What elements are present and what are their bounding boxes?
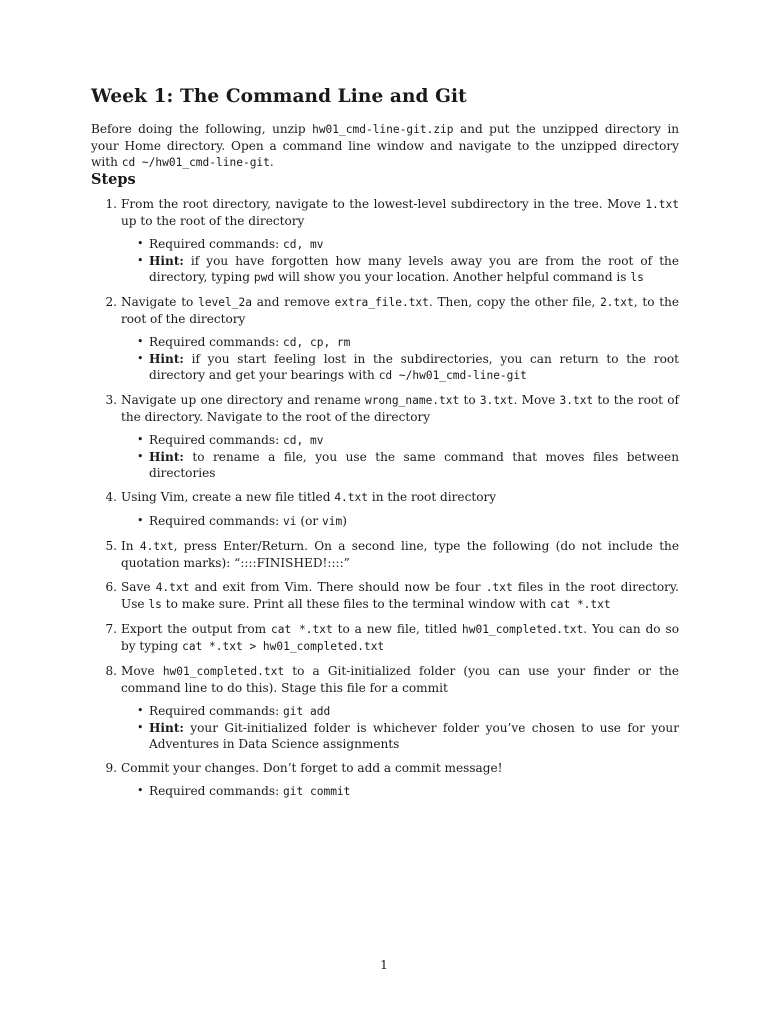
text-run: and exit from Vim. There should now be four bbox=[189, 580, 486, 594]
step-item bbox=[91, 760, 679, 800]
bullet-icon: • bbox=[137, 704, 144, 717]
step-text bbox=[121, 490, 496, 504]
step-text bbox=[121, 295, 679, 326]
code-run: 4.txt bbox=[334, 491, 368, 504]
required-command: cd, mv bbox=[283, 434, 324, 447]
code-run: wrong_name.txt bbox=[364, 394, 460, 407]
step-text bbox=[121, 622, 679, 653]
text-run: . Then, copy the other file, bbox=[428, 295, 601, 309]
step-item bbox=[91, 392, 679, 481]
text-run: to bbox=[459, 393, 480, 407]
text-run: From the root directory, navigate to the lowest-level subdirectory in the tree. Move bbox=[121, 197, 646, 211]
code-run: ls bbox=[148, 598, 162, 611]
text-run: to a Git-initialized folder (you can use your finder or the command line to do this). Stage this file for a commit bbox=[121, 664, 679, 695]
bullet-icon: • bbox=[137, 514, 144, 527]
code-run: cat *.txt bbox=[271, 623, 333, 636]
text-run: to rename a file, you use the same command that moves files between directories bbox=[149, 450, 679, 480]
intro-paragraph bbox=[91, 121, 679, 171]
steps-heading: Steps bbox=[91, 171, 136, 188]
step-item bbox=[91, 579, 679, 613]
step-sublist bbox=[121, 334, 679, 384]
text-run: , press Enter/Return. On a second line, type the following (do not include the quotation marks): “::::FINISHED!::::” bbox=[121, 539, 679, 570]
bullet-icon: • bbox=[137, 352, 144, 365]
code-run: ls bbox=[630, 271, 644, 284]
step-number: 6. bbox=[105, 580, 117, 594]
required-label: Required commands: bbox=[149, 237, 284, 251]
required-commands-item bbox=[137, 513, 679, 530]
code-run: hw01_completed.txt bbox=[162, 665, 285, 678]
step-number: 4. bbox=[105, 490, 117, 504]
text-run: and remove bbox=[251, 295, 335, 309]
code-run: level_2a bbox=[198, 296, 252, 309]
code-run: 3.txt bbox=[559, 394, 594, 407]
intro-text: Before doing the following, unzip bbox=[91, 122, 313, 136]
hint-label: Hint: bbox=[149, 352, 184, 366]
step-item bbox=[91, 663, 679, 752]
text-run: Using Vim, create a new file titled bbox=[121, 490, 335, 504]
required-label: Required commands: bbox=[149, 784, 284, 798]
bullet-icon: • bbox=[137, 450, 144, 463]
code-run: hw01_completed.txt bbox=[462, 623, 584, 636]
code-run: cat *.txt > hw01_completed.txt bbox=[182, 640, 385, 653]
hint-item bbox=[137, 351, 679, 384]
bullet-icon: • bbox=[137, 254, 144, 267]
code-run: 1.txt bbox=[645, 198, 679, 211]
text-run: to a new file, titled bbox=[332, 622, 463, 636]
text-run: Export the output from bbox=[121, 622, 272, 636]
step-sublist bbox=[121, 703, 679, 752]
intro-text: and put the unzipped directory in your Home directory. Open a command line window and navigate to the unzipped directory with bbox=[91, 122, 680, 169]
text-run: up to the root of the directory bbox=[121, 214, 305, 228]
step-text bbox=[121, 393, 679, 424]
step-sublist bbox=[121, 432, 679, 481]
step-item bbox=[91, 538, 679, 571]
text-run: Commit your changes. Don’t forget to add a commit message! bbox=[121, 761, 503, 775]
hint-label: Hint: bbox=[149, 254, 184, 268]
step-number: 9. bbox=[105, 761, 117, 775]
required-command: vim bbox=[322, 515, 343, 528]
step-text bbox=[121, 580, 679, 611]
text-run: to make sure. Print all these files to the terminal window with bbox=[161, 597, 550, 611]
step-text bbox=[121, 664, 679, 695]
intro-code-cd: cd ~/hw01_cmd-line-git bbox=[121, 156, 270, 169]
step-text bbox=[121, 197, 679, 228]
required-commands-item bbox=[137, 703, 679, 720]
required-command: cd, cp, rm bbox=[283, 336, 351, 349]
text-run: Save bbox=[121, 580, 156, 594]
step-number: 5. bbox=[105, 539, 117, 553]
hint-label: Hint: bbox=[149, 450, 184, 464]
code-run: 2.txt bbox=[600, 296, 634, 309]
text-run: (or bbox=[296, 514, 323, 528]
code-run: pwd bbox=[253, 271, 275, 284]
text-run: in the root directory bbox=[368, 490, 497, 504]
required-label: Required commands: bbox=[149, 335, 284, 349]
text-run: if you have forgotten how many levels away you are from the root of the directory, typing bbox=[149, 254, 679, 284]
step-text bbox=[121, 539, 679, 570]
required-command: vi bbox=[283, 515, 297, 528]
code-run: cat *.txt bbox=[550, 598, 611, 611]
required-label: Required commands: bbox=[149, 433, 284, 447]
step-number: 8. bbox=[105, 664, 117, 678]
step-sublist bbox=[121, 513, 679, 530]
bullet-icon: • bbox=[137, 433, 144, 446]
code-run: 3.txt bbox=[479, 394, 514, 407]
required-command: cd, mv bbox=[283, 238, 324, 251]
code-run: .txt bbox=[485, 581, 513, 594]
step-number: 2. bbox=[105, 295, 117, 309]
text-run: . You can do so by typing bbox=[121, 622, 679, 653]
hint-item bbox=[137, 449, 679, 481]
text-run: your Git-initialized folder is whichever folder you’ve chosen to use for your Adventures in Data Science assignments bbox=[149, 721, 679, 751]
bullet-icon: • bbox=[137, 784, 144, 797]
step-item bbox=[91, 489, 679, 530]
step-sublist bbox=[121, 236, 679, 286]
steps-list bbox=[91, 196, 679, 808]
step-item bbox=[91, 196, 679, 286]
step-number: 3. bbox=[105, 393, 117, 407]
text-run: files in the root directory. Use bbox=[121, 580, 679, 611]
intro-code-zip: hw01_cmd-line-git.zip bbox=[312, 123, 454, 136]
step-number: 7. bbox=[105, 622, 117, 636]
text-run: , to the root of the directory bbox=[121, 295, 680, 326]
document-title: Week 1: The Command Line and Git bbox=[91, 86, 467, 107]
step-number: 1. bbox=[105, 197, 117, 211]
hint-item bbox=[137, 720, 679, 752]
required-commands-item bbox=[137, 783, 679, 800]
hint-label: Hint: bbox=[149, 721, 184, 735]
text-run: Move bbox=[121, 664, 163, 678]
bullet-icon: • bbox=[137, 237, 144, 250]
text-run: will show you your location. Another helpful command is bbox=[274, 270, 631, 284]
step-item bbox=[91, 621, 679, 655]
text-run: In bbox=[121, 539, 140, 553]
text-run: ) bbox=[342, 514, 347, 528]
text-run: Navigate to bbox=[121, 295, 199, 309]
text-run: . Move bbox=[513, 393, 560, 407]
step-sublist bbox=[121, 783, 679, 800]
code-run: cd ~/hw01_cmd-line-git bbox=[378, 369, 527, 382]
text-run: if you start feeling lost in the subdirectories, you can return to the root directory and get your bearings with bbox=[149, 352, 679, 382]
text-run: Navigate up one directory and rename bbox=[121, 393, 365, 407]
required-commands-item bbox=[137, 432, 679, 449]
code-run: extra_file.txt bbox=[334, 296, 429, 309]
step-text bbox=[121, 761, 503, 775]
required-command: git commit bbox=[283, 785, 351, 798]
code-run: 4.txt bbox=[139, 540, 174, 553]
bullet-icon: • bbox=[137, 721, 144, 734]
required-commands-item bbox=[137, 236, 679, 253]
bullet-icon: • bbox=[137, 335, 144, 348]
required-command: git add bbox=[283, 705, 331, 718]
page-number: 1 bbox=[380, 958, 388, 972]
step-item bbox=[91, 294, 679, 384]
hint-item bbox=[137, 253, 679, 286]
text-run: to the root of the directory. Navigate to the root of the directory bbox=[121, 393, 679, 424]
intro-text: . bbox=[269, 155, 274, 169]
required-commands-item bbox=[137, 334, 679, 351]
required-label: Required commands: bbox=[149, 514, 284, 528]
required-label: Required commands: bbox=[149, 704, 284, 718]
code-run: 4.txt bbox=[155, 581, 190, 594]
